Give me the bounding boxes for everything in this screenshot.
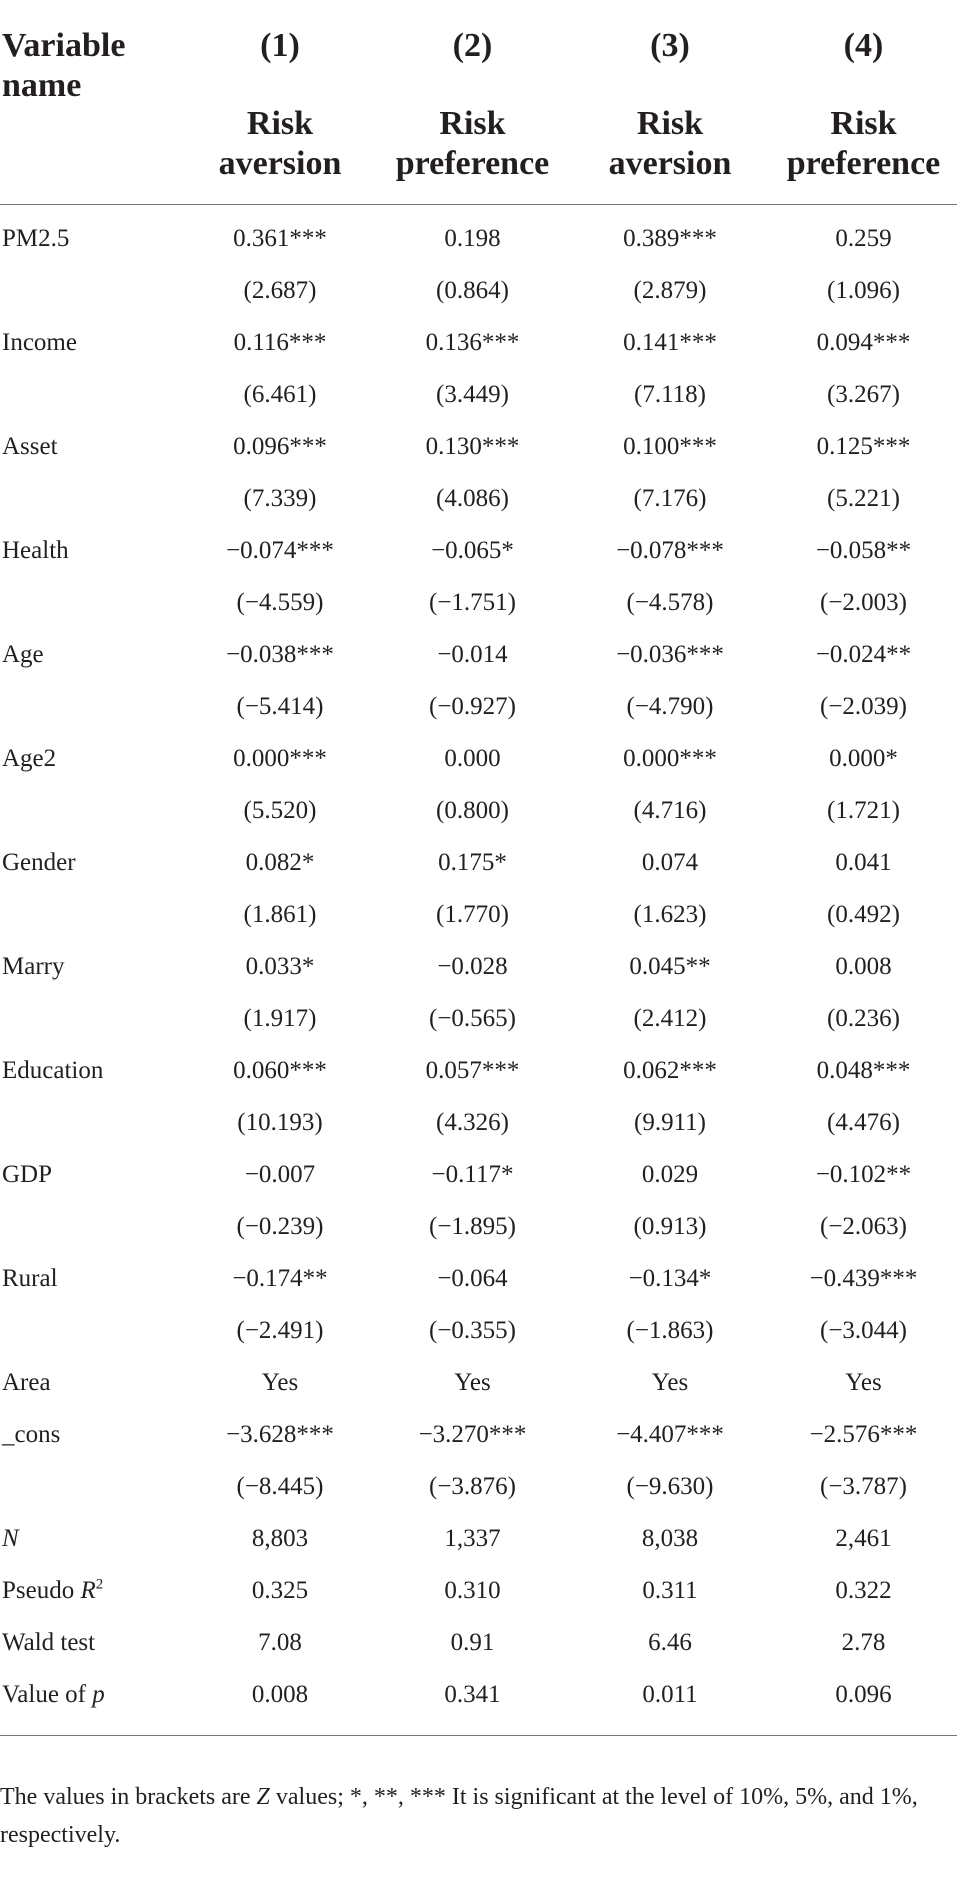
table-row bbox=[0, 1045, 957, 1097]
cell-col-1: (10.193) bbox=[237, 1109, 323, 1136]
cell-col-4: (−3.044) bbox=[820, 1317, 907, 1344]
cell-col-2: 0.91 bbox=[450, 1629, 495, 1656]
table-row bbox=[0, 993, 957, 1045]
cell-col-3: −0.036*** bbox=[616, 641, 724, 668]
cell-col-3: −0.134* bbox=[628, 1265, 712, 1292]
cell-col-2: (0.800) bbox=[436, 797, 509, 824]
row-variable-name bbox=[0, 785, 185, 837]
column-label-4 bbox=[770, 104, 957, 205]
cell-col-3: (1.623) bbox=[633, 901, 707, 928]
cell-col-4: 0.125*** bbox=[816, 433, 911, 460]
table-row bbox=[0, 681, 957, 733]
row-variable-name: GDP bbox=[2, 1161, 53, 1188]
note-text-end: values; *, **, *** It is significant at the level of 10%, 5%, and 1%, respectively. bbox=[0, 1784, 918, 1848]
table-row bbox=[0, 1149, 957, 1201]
table-row bbox=[0, 889, 957, 941]
cell-col-2: 0.130*** bbox=[425, 433, 520, 460]
cell-col-3: −4.407*** bbox=[616, 1421, 724, 1448]
cell-col-2: (−1.751) bbox=[429, 589, 516, 616]
column-label-3-line-1: Risk bbox=[636, 105, 704, 142]
cell-col-2: 0.310 bbox=[444, 1577, 501, 1604]
row-variable-name: Asset bbox=[2, 433, 58, 460]
cell-col-1: (−2.491) bbox=[236, 1317, 324, 1344]
cell-col-2: −0.014 bbox=[437, 641, 508, 668]
column-label-2-line-2: preference bbox=[395, 145, 550, 182]
row-variable-name bbox=[0, 681, 185, 733]
cell-col-3: (−4.790) bbox=[626, 693, 714, 720]
cell-col-2: −0.117* bbox=[431, 1161, 514, 1188]
cell-col-4: 0.048*** bbox=[816, 1057, 911, 1084]
cell-col-3: Yes bbox=[651, 1369, 689, 1396]
column-label-2-line-1: Risk bbox=[439, 105, 506, 142]
table-row bbox=[0, 205, 957, 265]
cell-col-1: (7.339) bbox=[243, 485, 317, 512]
table-row bbox=[0, 1253, 957, 1305]
cell-col-4: (1.721) bbox=[827, 797, 900, 824]
cell-col-4: 0.041 bbox=[835, 849, 892, 876]
column-number-4: (4) bbox=[843, 27, 884, 64]
row-variable-name: _cons bbox=[2, 1421, 61, 1448]
cell-col-4: −0.024** bbox=[815, 641, 912, 668]
cell-col-4: 2,461 bbox=[835, 1525, 892, 1552]
column-label-1 bbox=[185, 104, 375, 205]
row-variable-name: Rural bbox=[2, 1265, 58, 1292]
row-variable-name bbox=[0, 1201, 185, 1253]
column-number-1: (1) bbox=[260, 27, 300, 64]
cell-col-1: 7.08 bbox=[258, 1629, 302, 1656]
cell-col-1: (−5.414) bbox=[236, 693, 324, 720]
row-variable-name bbox=[0, 473, 185, 525]
row-variable-name bbox=[0, 369, 185, 421]
table-row bbox=[0, 1565, 957, 1617]
cell-col-4: 0.000* bbox=[829, 745, 898, 772]
table-row bbox=[0, 1357, 957, 1409]
table-header bbox=[0, 0, 957, 205]
column-label-2 bbox=[375, 104, 570, 205]
cell-col-4: (5.221) bbox=[827, 485, 900, 512]
cell-col-1: −0.174** bbox=[232, 1265, 328, 1292]
table-row bbox=[0, 629, 957, 681]
cell-col-4: 2.78 bbox=[841, 1629, 886, 1656]
table-row bbox=[0, 1461, 957, 1513]
table-row bbox=[0, 1617, 957, 1669]
cell-col-1: (−8.445) bbox=[236, 1473, 324, 1500]
cell-col-2: −3.270*** bbox=[418, 1421, 527, 1448]
cell-col-3: (2.412) bbox=[633, 1005, 707, 1032]
row-variable-name: N bbox=[2, 1525, 19, 1552]
cell-col-1: 8,803 bbox=[251, 1525, 309, 1552]
cell-col-4: 0.259 bbox=[835, 225, 892, 252]
column-number-3: (3) bbox=[650, 27, 690, 64]
cell-col-3: 0.000*** bbox=[623, 745, 717, 772]
variable-name-header bbox=[0, 0, 185, 205]
cell-col-2: (−3.876) bbox=[429, 1473, 516, 1500]
cell-col-4: −0.439*** bbox=[809, 1265, 918, 1292]
table-row bbox=[0, 317, 957, 369]
table-row bbox=[0, 1513, 957, 1565]
cell-col-1: 0.060*** bbox=[233, 1057, 327, 1084]
row-variable-name: Wald test bbox=[2, 1629, 96, 1656]
variable-header-line-1: Variable bbox=[2, 27, 126, 64]
row-variable-name: Pseudo $R^2$ bbox=[2, 1576, 104, 1604]
cell-col-4: Yes bbox=[845, 1369, 882, 1396]
row-variable-name bbox=[0, 1097, 185, 1149]
cell-col-3: (−9.630) bbox=[626, 1473, 714, 1500]
cell-col-2: (−0.565) bbox=[429, 1005, 516, 1032]
cell-col-1: −0.038*** bbox=[226, 641, 334, 668]
cell-col-1: 0.096*** bbox=[233, 433, 327, 460]
table-row bbox=[0, 941, 957, 993]
cell-col-2: (3.449) bbox=[436, 381, 509, 408]
row-variable-name: Health bbox=[2, 537, 69, 564]
table-row bbox=[0, 1097, 957, 1149]
row-variable-name bbox=[0, 889, 185, 941]
cell-col-2: Yes bbox=[454, 1369, 491, 1396]
column-number-2: (2) bbox=[452, 27, 493, 64]
cell-col-3: 8,038 bbox=[641, 1525, 699, 1552]
table-row bbox=[0, 421, 957, 473]
note-italic-z: Z bbox=[256, 1784, 270, 1810]
cell-col-4: 0.008 bbox=[835, 953, 892, 980]
table-row bbox=[0, 733, 957, 785]
cell-col-2: −0.064 bbox=[437, 1265, 508, 1292]
row-variable-name: Income bbox=[2, 329, 77, 356]
cell-col-4: −2.576*** bbox=[809, 1421, 918, 1448]
table-row bbox=[0, 265, 957, 317]
cell-col-2: (−0.927) bbox=[429, 693, 516, 720]
cell-col-1: (−0.239) bbox=[236, 1213, 324, 1240]
cell-col-2: (−0.355) bbox=[429, 1317, 516, 1344]
row-variable-name bbox=[0, 1305, 185, 1357]
cell-col-1: −0.074*** bbox=[226, 537, 334, 564]
table-row bbox=[0, 837, 957, 889]
cell-col-1: 0.082* bbox=[245, 849, 315, 876]
cell-col-4: (1.096) bbox=[827, 277, 900, 304]
cell-col-4: 0.094*** bbox=[816, 329, 911, 356]
cell-col-3: (2.879) bbox=[633, 277, 707, 304]
cell-col-2: (0.864) bbox=[436, 277, 509, 304]
cell-col-3: −0.078*** bbox=[616, 537, 724, 564]
cell-col-2: 0.000 bbox=[444, 745, 501, 772]
table-row bbox=[0, 473, 957, 525]
cell-col-1: (−4.559) bbox=[236, 589, 324, 616]
cell-col-3: 0.074 bbox=[641, 849, 699, 876]
row-variable-name: PM2.5 bbox=[2, 225, 70, 252]
row-variable-name bbox=[0, 265, 185, 317]
cell-col-1: −0.007 bbox=[244, 1161, 316, 1188]
cell-col-3: 0.141*** bbox=[623, 329, 717, 356]
row-variable-name: Area bbox=[2, 1369, 51, 1396]
cell-col-3: (4.716) bbox=[633, 797, 707, 824]
cell-col-2: (−1.895) bbox=[429, 1213, 516, 1240]
column-label-4-line-1: Risk bbox=[830, 105, 897, 142]
cell-col-3: (0.913) bbox=[633, 1213, 707, 1240]
column-label-1-line-2: aversion bbox=[218, 145, 342, 182]
cell-col-4: (4.476) bbox=[827, 1109, 900, 1136]
cell-col-2: 0.136*** bbox=[425, 329, 520, 356]
table-row bbox=[0, 369, 957, 421]
cell-col-1: 0.000*** bbox=[233, 745, 327, 772]
cell-col-3: 0.011 bbox=[642, 1681, 698, 1708]
cell-col-1: (6.461) bbox=[243, 381, 317, 408]
cell-col-2: (1.770) bbox=[436, 901, 509, 928]
row-variable-name: Gender bbox=[2, 849, 76, 876]
column-label-1-line-1: Risk bbox=[246, 105, 314, 142]
column-label-3 bbox=[570, 104, 770, 205]
cell-col-4: (−2.039) bbox=[820, 693, 907, 720]
row-variable-name: Value of p bbox=[2, 1681, 105, 1708]
cell-col-1: (2.687) bbox=[243, 277, 317, 304]
cell-col-4: 0.322 bbox=[835, 1577, 892, 1604]
cell-col-1: 0.008 bbox=[251, 1681, 309, 1708]
cell-col-3: (−4.578) bbox=[626, 589, 714, 616]
cell-col-4: (0.236) bbox=[827, 1005, 900, 1032]
row-variable-name: Education bbox=[2, 1057, 104, 1084]
table-row bbox=[0, 1409, 957, 1461]
table-note bbox=[0, 1778, 940, 1854]
cell-col-3: 0.311 bbox=[642, 1577, 698, 1604]
row-variable-name bbox=[0, 577, 185, 629]
cell-col-1: 0.325 bbox=[251, 1577, 309, 1604]
cell-col-4: (0.492) bbox=[827, 901, 900, 928]
cell-col-4: −0.102** bbox=[815, 1161, 912, 1188]
cell-col-3: (7.176) bbox=[633, 485, 707, 512]
cell-col-2: 0.341 bbox=[444, 1681, 501, 1708]
cell-col-2: −0.065* bbox=[431, 537, 514, 564]
table-row bbox=[0, 577, 957, 629]
column-label-3-line-2: aversion bbox=[608, 145, 732, 182]
cell-col-3: (7.118) bbox=[634, 381, 706, 408]
table-row bbox=[0, 1201, 957, 1253]
cell-col-4: (−2.063) bbox=[820, 1213, 907, 1240]
cell-col-1: (5.520) bbox=[243, 797, 317, 824]
cell-col-4: (−3.787) bbox=[820, 1473, 907, 1500]
cell-col-3: (−1.863) bbox=[626, 1317, 714, 1344]
column-label-4-line-2: preference bbox=[786, 145, 941, 182]
table-row bbox=[0, 525, 957, 577]
bottom-divider bbox=[0, 1736, 957, 1737]
cell-col-4: (−2.003) bbox=[820, 589, 907, 616]
cell-col-3: (9.911) bbox=[634, 1109, 706, 1136]
row-variable-name bbox=[0, 993, 185, 1045]
cell-col-4: −0.058** bbox=[815, 537, 912, 564]
row-variable-name: Marry bbox=[2, 953, 65, 980]
cell-col-3: 0.100*** bbox=[623, 433, 717, 460]
row-variable-name bbox=[0, 1461, 185, 1513]
cell-col-4: (3.267) bbox=[827, 381, 900, 408]
cell-col-2: (4.326) bbox=[436, 1109, 509, 1136]
table-body bbox=[0, 205, 957, 1736]
row-variable-name: Age2 bbox=[2, 745, 57, 772]
cell-col-1: 0.033* bbox=[245, 953, 315, 980]
cell-col-2: 0.175* bbox=[438, 849, 507, 876]
table-row bbox=[0, 1669, 957, 1736]
cell-col-1: (1.861) bbox=[243, 901, 317, 928]
cell-col-2: −0.028 bbox=[437, 953, 508, 980]
note-text-start: The values in brackets are bbox=[0, 1784, 257, 1810]
cell-col-3: 0.029 bbox=[641, 1161, 699, 1188]
cell-col-2: 1,337 bbox=[444, 1525, 501, 1552]
variable-header-line-2: name bbox=[2, 67, 82, 104]
cell-col-1: −3.628*** bbox=[226, 1421, 334, 1448]
cell-col-3: 0.389*** bbox=[623, 225, 717, 252]
cell-col-2: (4.086) bbox=[436, 485, 509, 512]
table-row bbox=[0, 785, 957, 837]
cell-col-1: 0.361*** bbox=[233, 225, 327, 252]
cell-col-4: 0.096 bbox=[835, 1681, 892, 1708]
cell-col-3: 0.062*** bbox=[623, 1057, 717, 1084]
cell-col-1: Yes bbox=[261, 1369, 299, 1396]
row-variable-name: Age bbox=[2, 641, 44, 668]
cell-col-3: 0.045** bbox=[629, 953, 711, 980]
cell-col-3: 6.46 bbox=[648, 1629, 692, 1656]
cell-col-1: (1.917) bbox=[243, 1005, 317, 1032]
cell-col-2: 0.057*** bbox=[425, 1057, 520, 1084]
cell-col-2: 0.198 bbox=[444, 225, 501, 252]
table-row bbox=[0, 1305, 957, 1357]
cell-col-1: 0.116*** bbox=[233, 329, 327, 356]
